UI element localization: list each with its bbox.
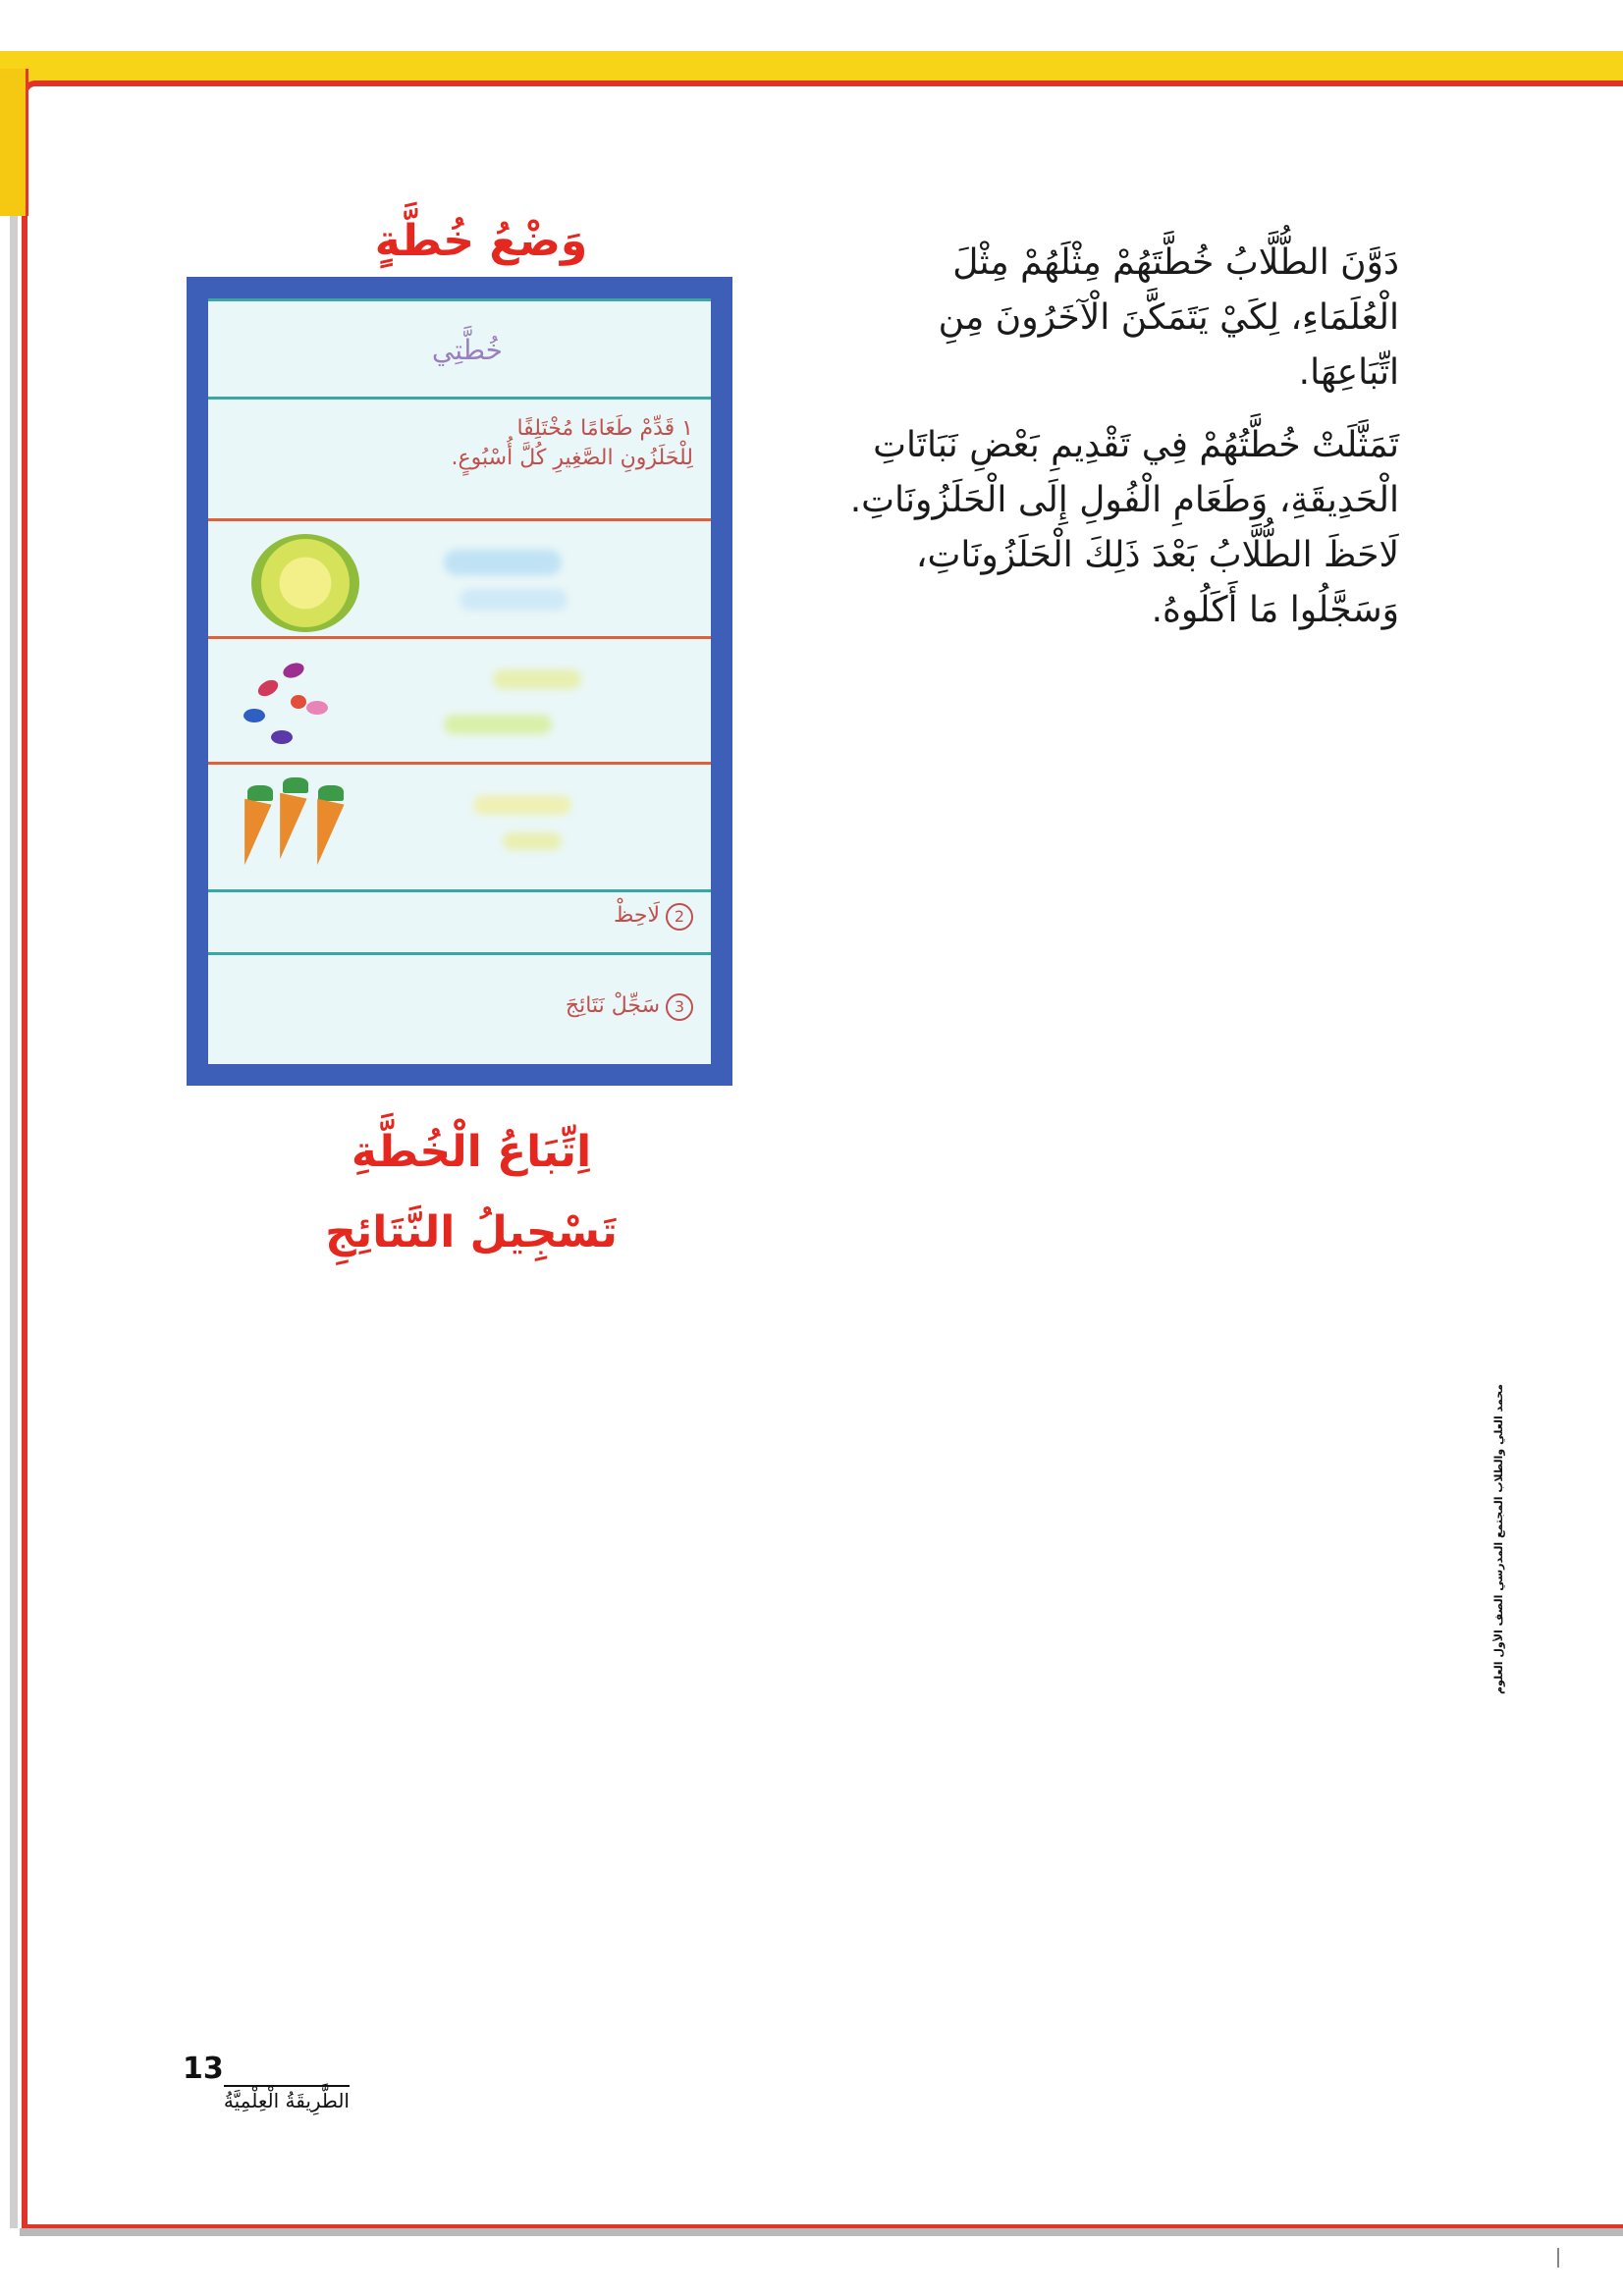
sheet-line xyxy=(208,636,711,639)
bean-drawing xyxy=(306,701,328,715)
sheet-line xyxy=(208,889,711,892)
frame-shadow xyxy=(20,2228,1623,2236)
carrot-leaves xyxy=(318,785,344,801)
blurred-note xyxy=(503,832,562,850)
caption-follow: اِتِّبَاعُ الْخُطَّةِ xyxy=(351,1127,592,1177)
blurred-note xyxy=(493,669,581,689)
worksheet-step3-label: سَجِّلْ نَتَائِجَ xyxy=(565,993,660,1018)
footer-label-text: الطَّرِيقَةُ الْعِلْمِيَّةُ xyxy=(224,2085,350,2112)
left-tab xyxy=(0,69,28,216)
carrot-leaves xyxy=(247,785,273,801)
sheet-line xyxy=(208,952,711,955)
bean-drawing xyxy=(271,730,293,744)
left-shadow xyxy=(10,216,18,2228)
cabbage-drawing xyxy=(251,534,359,632)
carrot-drawing xyxy=(231,799,271,868)
worksheet-step1-line2: لِلْحَلَزُونِ الصَّغِيرِ كُلَّ أُسْبُوعٍ. xyxy=(451,446,693,470)
step-number-2: 2 xyxy=(666,903,693,931)
sheet-line xyxy=(208,298,711,301)
step-number-3: 3 xyxy=(666,993,693,1021)
bean-drawing xyxy=(291,695,306,709)
bean-drawing xyxy=(281,661,305,681)
worksheet-step1 xyxy=(232,414,693,473)
credit-text: محمد العلي والطلاب المجتمع المدرسي الصف الأول العلوم xyxy=(1492,1384,1505,1695)
sheet-line xyxy=(208,397,711,400)
carrot-leaves xyxy=(283,777,308,793)
body-paragraph-2: تَمَثَّلَتْ خُطَّتُهُمْ فِي تَقْدِيمِ بَعْضِ نَبَاتَاتِ الْحَدِيقَةِ، وَطَعَامِ الْفُولِ إِلَى الْحَلَزُونَاتِ. لَاحَظَ الطُّلَّابُ بَعْدَ ذَلِكَ الْحَلَزُونَاتِ، وَسَجَّلُوا مَا أَكَلُوهُ. xyxy=(849,425,1399,630)
worksheet-step3 xyxy=(399,991,693,1021)
caption-plan: وَضْعُ خُطَّةٍ xyxy=(374,216,588,266)
worksheet-step2 xyxy=(399,901,693,931)
blurred-note xyxy=(460,589,568,611)
page-number: 13 xyxy=(183,2052,224,2086)
sheet-line xyxy=(208,518,711,521)
worksheet-title: خُطَّتِي xyxy=(431,334,503,366)
worksheet-step1-line1: ١ قَدِّمْ طَعَامًا مُخْتَلِفًا xyxy=(516,416,693,441)
worksheet-paper xyxy=(208,298,711,1064)
blurred-note xyxy=(473,795,571,815)
body-paragraph-1: دَوَّنَ الطُّلَّابُ خُطَّتَهُمْ مِثْلَهُمْ مِثْلَ الْعُلَمَاءِ، لِكَيْ يَتَمَكَّنَ الْآخَرُونَ مِنِ اتِّبَاعِهَا. xyxy=(938,242,1399,393)
carrot-drawing xyxy=(266,793,306,862)
carrot-drawing xyxy=(303,799,344,868)
side-mark xyxy=(1557,2248,1559,2268)
blurred-note xyxy=(444,715,552,734)
worksheet-step2-label: لَاحِظْ xyxy=(613,903,660,928)
footer-label xyxy=(173,2089,350,2112)
body-text xyxy=(849,236,1399,656)
blurred-note xyxy=(444,550,562,575)
top-band xyxy=(0,51,1623,84)
worksheet-image xyxy=(187,277,732,1086)
caption-record: تَسْجِيلُ النَّتَائِجِ xyxy=(325,1207,618,1257)
bean-drawing xyxy=(243,709,265,722)
bean-drawing xyxy=(255,676,281,699)
sheet-line xyxy=(208,762,711,765)
